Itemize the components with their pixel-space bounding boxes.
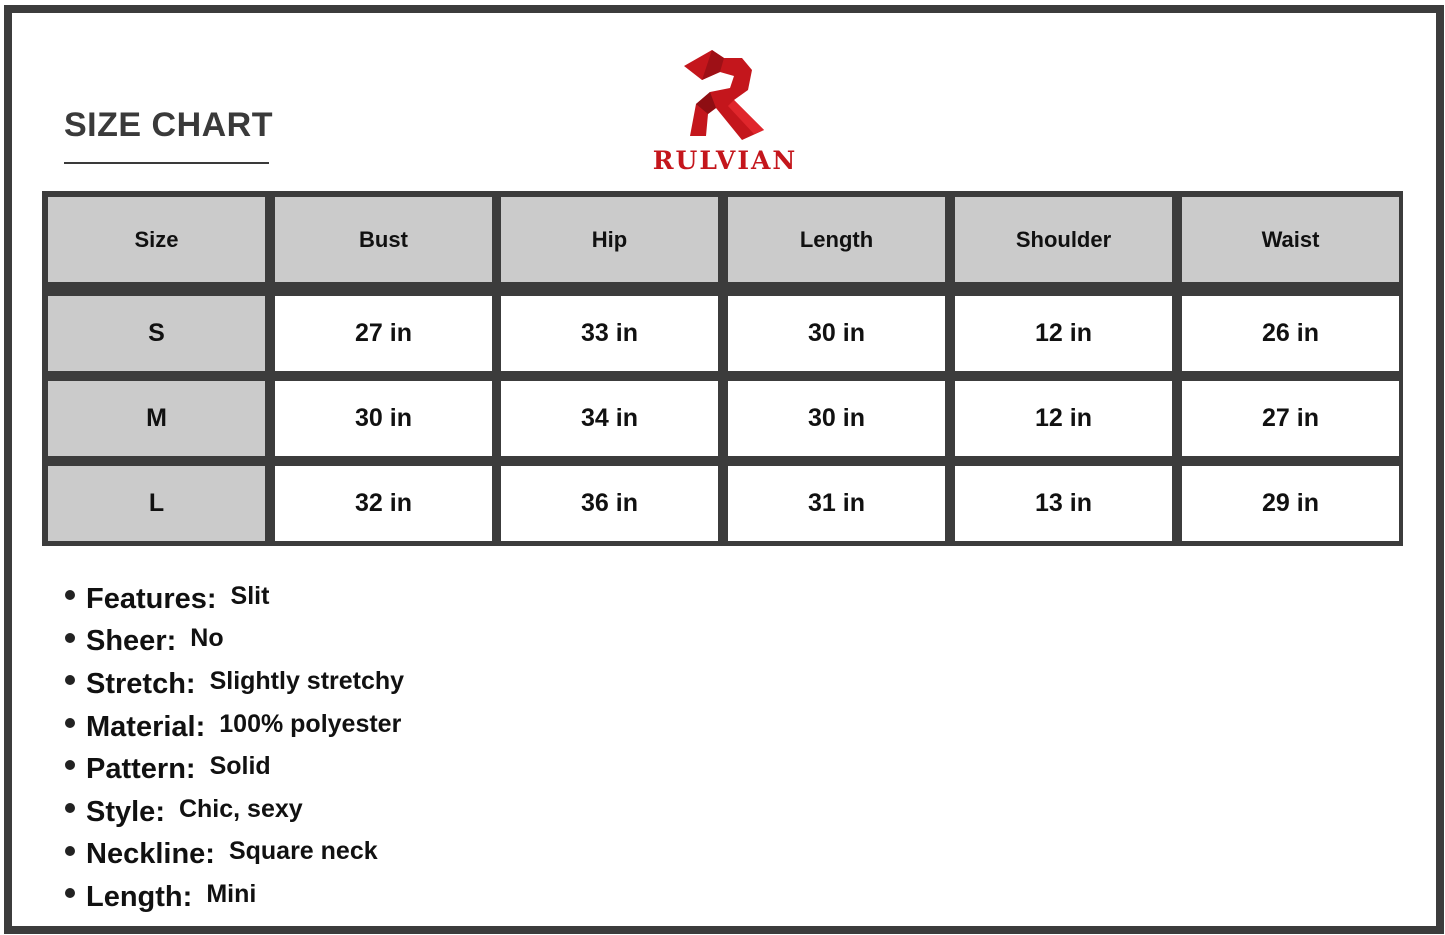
column-header-shoulder: Shoulder (955, 197, 1172, 282)
bullet-icon (65, 803, 75, 813)
feature-label: Features: (86, 582, 217, 615)
measurement-cell-waist: 26 in (1182, 296, 1399, 371)
measurement-cell-shoulder: 13 in (955, 466, 1172, 541)
title-underline (64, 162, 269, 164)
column-header-length: Length (728, 197, 945, 282)
feature-value: Solid (209, 752, 271, 781)
measurement-cell-length: 30 in (728, 296, 945, 371)
brand-logo-icon (676, 44, 776, 144)
feature-item (64, 663, 404, 706)
size-label-cell: S (48, 296, 265, 371)
bullet-icon (65, 590, 75, 600)
measurement-cell-bust: 32 in (275, 466, 492, 541)
feature-item (64, 748, 404, 791)
feature-label: Length: (86, 880, 193, 913)
size-table (42, 191, 1403, 546)
feature-label: Pattern: (86, 753, 196, 786)
feature-item (64, 834, 404, 877)
feature-value: Chic, sexy (178, 794, 303, 823)
measurement-cell-shoulder: 12 in (955, 296, 1172, 371)
measurement-cell-length: 30 in (728, 381, 945, 456)
brand-name: RULVIAN (652, 146, 798, 175)
bullet-icon (65, 718, 75, 728)
bullet-icon (65, 633, 75, 643)
measurement-cell-shoulder: 12 in (955, 381, 1172, 456)
size-label-cell: M (48, 381, 265, 456)
feature-value: Slit (230, 581, 270, 610)
page-title: SIZE CHART (64, 106, 273, 144)
bullet-icon (65, 760, 75, 770)
feature-item (64, 621, 404, 664)
feature-label: Stretch: (86, 667, 196, 700)
column-header-hip: Hip (501, 197, 718, 282)
feature-value: 100% polyester (219, 709, 402, 738)
measurement-cell-hip: 33 in (501, 296, 718, 371)
measurement-cell-waist: 27 in (1182, 381, 1399, 456)
feature-item (64, 578, 404, 621)
feature-item (64, 876, 404, 919)
feature-item (64, 791, 404, 834)
feature-label: Material: (86, 710, 206, 743)
size-label-cell: L (48, 466, 265, 541)
measurement-cell-bust: 27 in (275, 296, 492, 371)
measurement-cell-waist: 29 in (1182, 466, 1399, 541)
measurement-cell-bust: 30 in (275, 381, 492, 456)
feature-value: No (190, 624, 224, 653)
features-list (64, 578, 404, 919)
feature-value: Slightly stretchy (209, 666, 405, 695)
feature-item (64, 706, 404, 749)
column-header-size: Size (48, 197, 265, 282)
feature-value: Mini (206, 879, 257, 908)
column-header-bust: Bust (275, 197, 492, 282)
feature-label: Neckline: (86, 838, 215, 871)
feature-label: Sheer: (86, 625, 177, 658)
bullet-icon (65, 888, 75, 898)
feature-value: Square neck (228, 837, 378, 866)
bullet-icon (65, 675, 75, 685)
bullet-icon (65, 846, 75, 856)
measurement-cell-length: 31 in (728, 466, 945, 541)
measurement-cell-hip: 34 in (501, 381, 718, 456)
measurement-cell-hip: 36 in (501, 466, 718, 541)
feature-label: Style: (86, 795, 165, 828)
column-header-waist: Waist (1182, 197, 1399, 282)
